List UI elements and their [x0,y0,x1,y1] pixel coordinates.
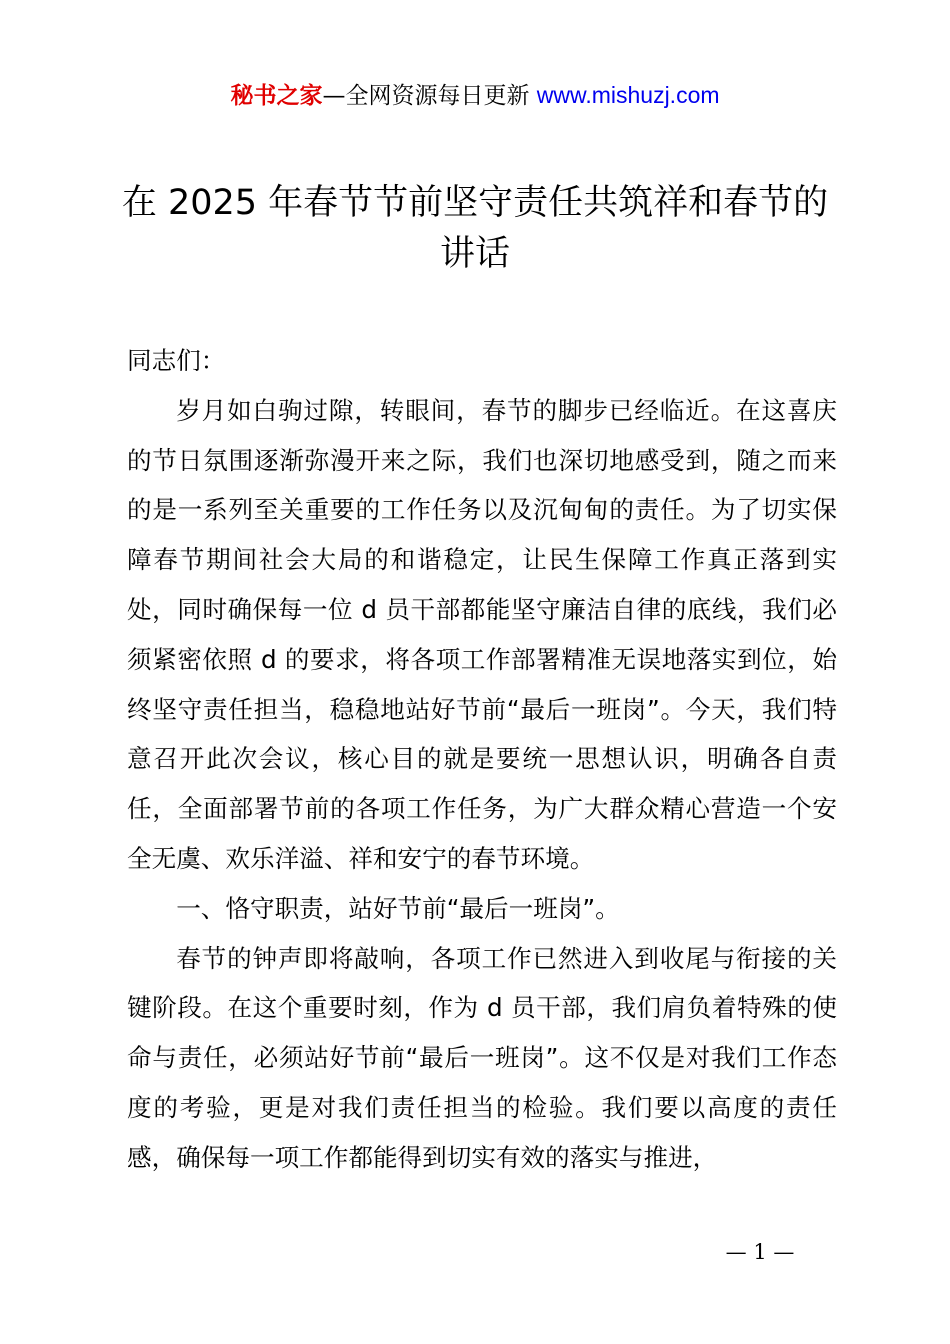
site-banner [0,78,950,113]
paragraph-intro: 岁月如白驹过隙，转眼间，春节的脚步已经临近。在这喜庆的节日氛围逐渐弥漫开来之际，我们也深切地感受到，随之而来的是一系列至关重要的工作任务以及沉甸甸的责任。为了切实保障春节期间社会大局的和谐稳定，让民生保障工作真正落到实处，同时确保每一位 d 员干部都能坚守廉洁自律的底线，我们必须紧密依照 d 的要求，将各项工作部署精准无误地落实到位，始终坚守责任担当，稳稳地站好节前“最后一班岗”。今天，我们特意召开此次会议，核心目的就是要统一思想认识，明确各自责任，全面部署节前的各项工作任务，为广大群众精心营造一个安全无虞、欢乐洋溢、祥和安宁的春节环境。 [127,395,837,873]
title-line-2: 讲话 [439,234,510,274]
site-brand: 秘书之家 [230,83,323,109]
document-body [127,336,837,1183]
title-line-1: 在 2025 年春节节前坚守责任共筑祥和春节的 [121,183,829,223]
page-number: — 1 — [725,1240,795,1264]
salutation: 同志们： [127,346,226,375]
section-heading-1: 一、恪守职责，站好节前“最后一班岗”。 [176,893,620,923]
site-slogan: —全网资源每日更新 [322,83,530,109]
site-url-link[interactable]: www.mishuzj.com [536,82,720,108]
paragraph-section-1: 春节的钟声即将敲响，各项工作已然进入到收尾与衔接的关键阶段。在这个重要时刻，作为 d 员干部，我们肩负着特殊的使命与责任，必须站好节前“最后一班岗”。这不仅是对我们工作态度的考验，更是对我们责任担当的检验。我们要以高度的责任感，确保每一项工作都能得到切实有效的落实与推进， [127,943,837,1172]
document-title [100,178,850,280]
